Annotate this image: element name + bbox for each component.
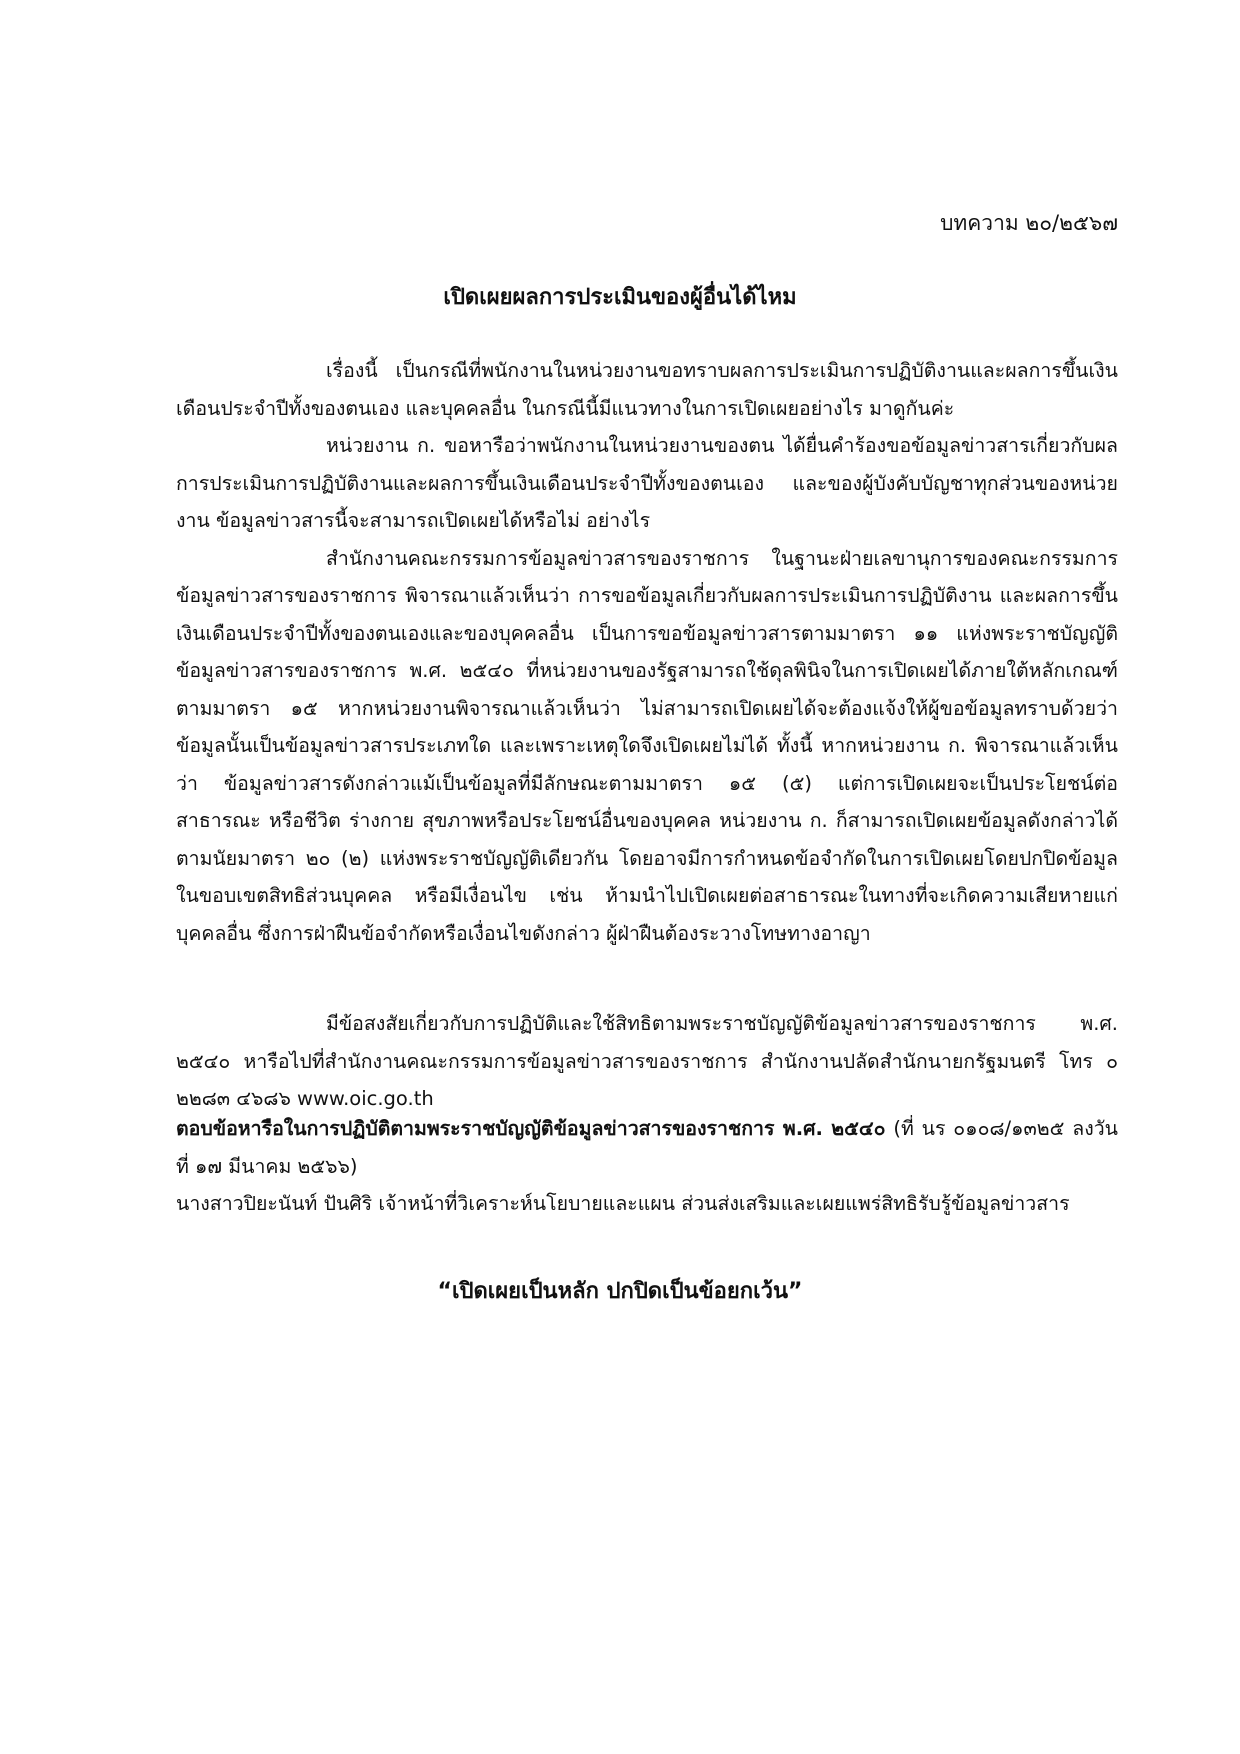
main-body — [176, 352, 1118, 952]
body-paragraph-3: สำนักงานคณะกรรมการข้อมูลข่าวสารของราชการ ในฐานะฝ่ายเลขานุการของคณะกรรมการข้อมูลข่าวสารของราชการ พิจารณาแล้วเห็นว่า การขอข้อมูลเกี่ยวกับผลการประเมินการปฏิบัติงาน และผลการขึ้นเงินเดือนประจำปีทั้งของตนเองและของบุคคลอื่น เป็นการขอข้อมูลข่าวสารตามมาตรา ๑๑ แห่งพระราชบัญญัติข้อมูลข่าวสารของราชการ พ.ศ. ๒๕๔๐ ที่หน่วยงานของรัฐสามารถใช้ดุลพินิจในการเปิดเผยได้ภายใต้หลักเกณฑ์ตามมาตรา ๑๕ หากหน่วยงานพิจารณาแล้วเห็นว่า ไม่สามารถเปิดเผยได้จะต้องแจ้งให้ผู้ขอข้อมูลทราบด้วยว่าข้อมูลนั้นเป็นข้อมูลข่าวสารประเภทใด และเพราะเหตุใดจึงเปิดเผยไม่ได้ ทั้งนี้ หากหน่วยงาน ก. พิจารณาแล้วเห็นว่า ข้อมูลข่าวสารดังกล่าวแม้เป็นข้อมูลที่มีลักษณะตามมาตรา ๑๕ (๕) แต่การเปิดเผยจะเป็นประโยชน์ต่อสาธารณะ หรือชีวิต ร่างกาย สุขภาพหรือประโยชน์อื่นของบุคคล หน่วยงาน ก. ก็สามารถเปิดเผยข้อมูลดังกล่าวได้ตามนัยมาตรา ๒๐ (๒) แห่งพระราชบัญญัติเดียวกัน โดยอาจมีการกำหนดข้อจำกัดในการเปิดเผยโดยปกปิดข้อมูลในขอบเขตสิทธิส่วนบุคคล หรือมีเงื่อนไข เช่น ห้ามนำไปเปิดเผยต่อสาธารณะในทางที่จะเกิดความเสียหายแก่บุคคลอื่น ซึ่งการฝ่าฝืนข้อจำกัดหรือเงื่อนไขดังกล่าว ผู้ฝ่าฝืนต้องระวางโทษทางอาญา — [176, 546, 1118, 945]
reference-title: ตอบข้อหารือในการปฏิบัติตามพระราชบัญญัติข้อมูลข่าวสารของราชการ พ.ศ. ๒๕๔๐ — [176, 1117, 886, 1140]
slogan: “เปิดเผยเป็นหลัก ปกปิดเป็นข้อยกเว้น” — [437, 1279, 803, 1304]
contact-section — [176, 1005, 1118, 1118]
reference-line — [176, 1110, 1118, 1185]
document-title: เปิดเผยผลการประเมินของผู้อื่นได้ไหม — [443, 285, 797, 310]
reference-details: (ที่ นร ๐๑๐๘/๑๓๒๕ ลงวันที่ ๑๗ มีนาคม ๒๕๖๖) — [176, 1117, 1118, 1178]
reference-section — [176, 1110, 1118, 1223]
article-number: บทความ ๒๐/๒๕๖๗ — [940, 211, 1118, 235]
body-paragraph-1: เรื่องนี้ เป็นกรณีที่พนักงานในหน่วยงานขอทราบผลการประเมินการปฏิบัติงานและผลการขึ้นเงินเดือนประจำปีทั้งของตนเอง และบุคคลอื่น ในกรณีนี้มีแนวทางในการเปิดเผยอย่างไร มาดูกันค่ะ — [176, 359, 1118, 420]
author-line: นางสาวปิยะนันท์ ปันศิริ เจ้าหน้าที่วิเคราะห์นโยบายและแผน ส่วนส่งเสริมและเผยแพร่สิทธิรับรู้ข้อมูลข่าวสาร — [176, 1192, 1070, 1215]
body-paragraph-4: มีข้อสงสัยเกี่ยวกับการปฏิบัติและใช้สิทธิตามพระราชบัญญัติข้อมูลข่าวสารของราชการ พ.ศ. ๒๕๔๐ หารือไปที่สำนักงานคณะกรรมการข้อมูลข่าวสารของราชการ สำนักงานปลัดสำนักนายกรัฐมนตรี โทร ๐ ๒๒๘๓ ๔๖๘๖ www.oic.go.th — [176, 1012, 1118, 1110]
body-paragraph-2: หน่วยงาน ก. ขอหารือว่าพนักงานในหน่วยงานของตน ได้ยื่นคำร้องขอข้อมูลข่าวสารเกี่ยวกับผลการประเมินการปฏิบัติงานและผลการขึ้นเงินเดือนประจำปีทั้งของตนเอง และของผู้บังคับบัญชาทุกส่วนของหน่วยงาน ข้อมูลข่าวสารนี้จะสามารถเปิดเผยได้หรือไม่ อย่างไร — [176, 434, 1118, 532]
